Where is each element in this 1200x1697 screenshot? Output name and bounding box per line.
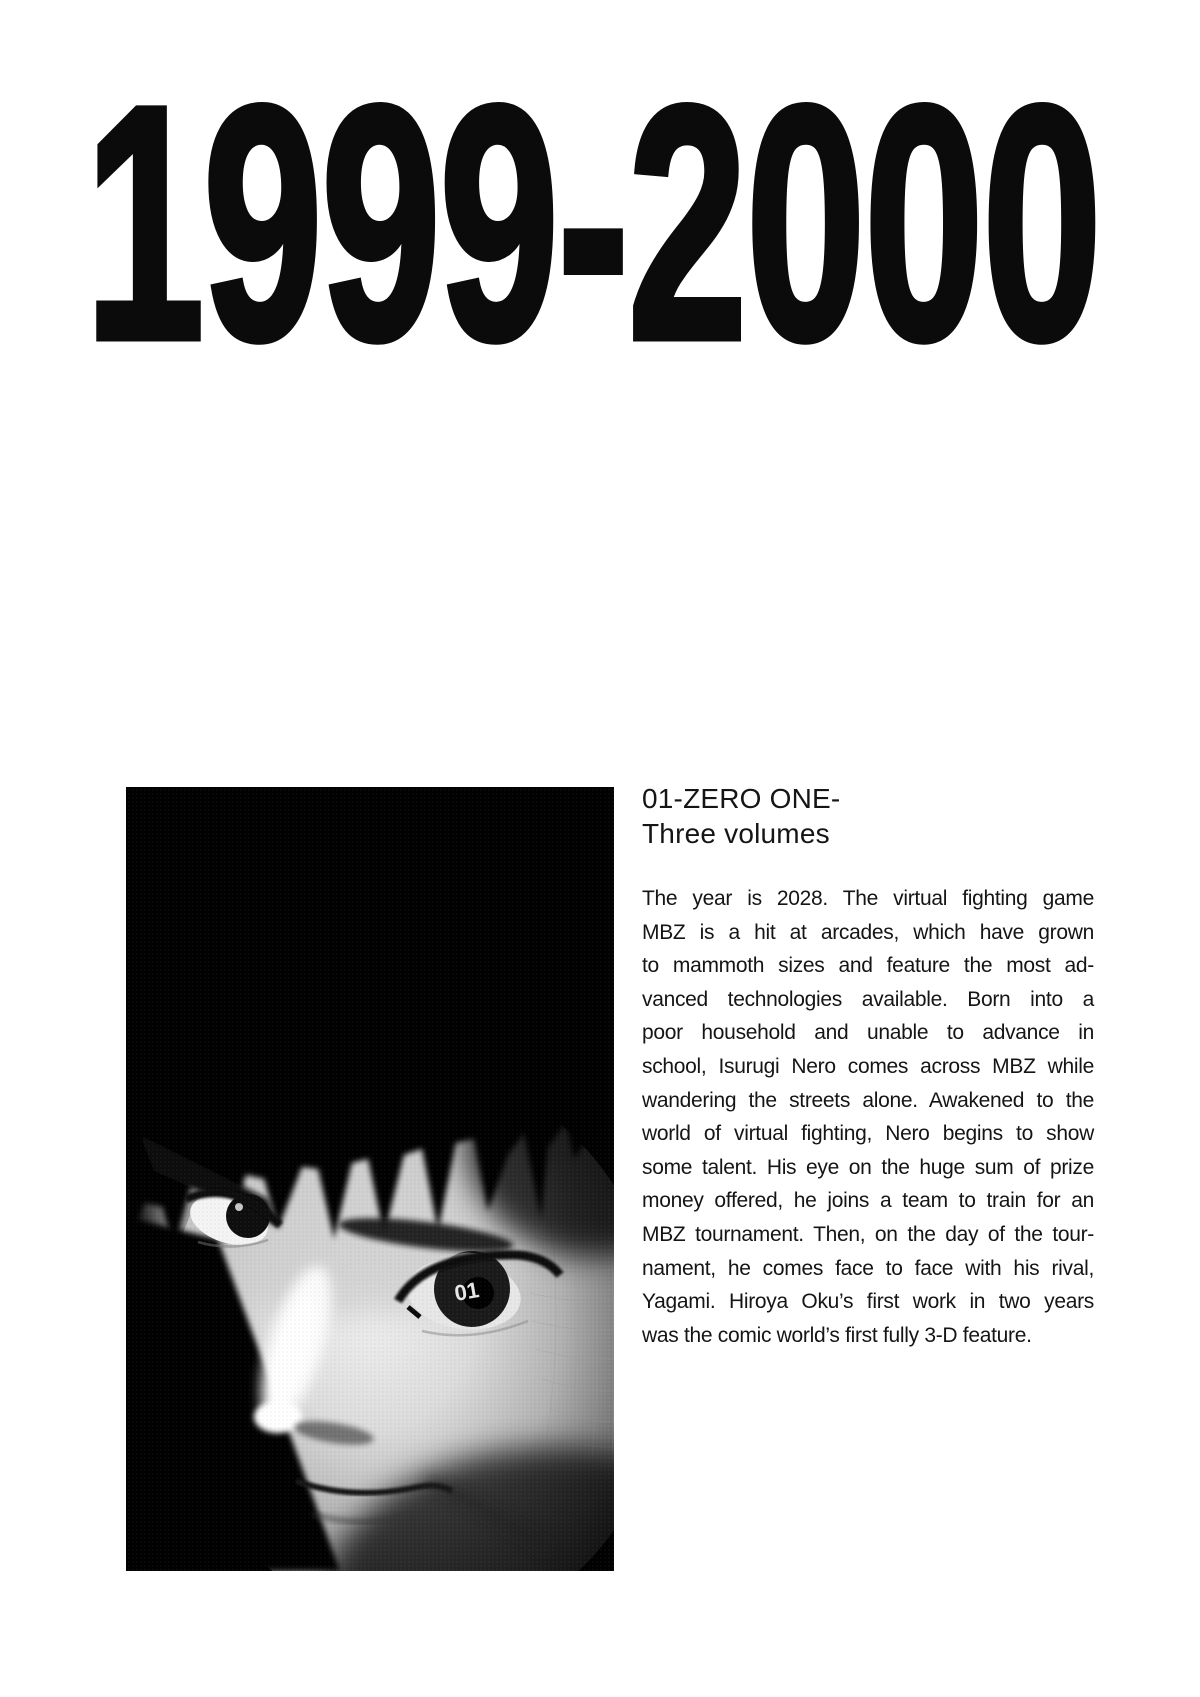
body-line: money offered, he joins a team to train for an xyxy=(642,1189,1094,1213)
article-volumes: Three volumes xyxy=(642,817,830,849)
body-line: MBZ tournament. Then, on the day of the tour- xyxy=(642,1222,1094,1246)
body-line: The year is 2028. The virtual fighting game xyxy=(642,887,1094,910)
article-title: 01-ZERO ONE- xyxy=(642,783,841,814)
body-line: Yagami. Hiroya Oku’s first work in two years xyxy=(642,1290,1094,1314)
portrait-photo xyxy=(126,787,614,1571)
body-line: world of virtual fighting, Nero begins to show xyxy=(642,1122,1094,1146)
eye-reflection-01: 01 xyxy=(452,1277,481,1306)
body-line: to mammoth sizes and feature the most ad- xyxy=(642,954,1094,978)
body-line: vanced technologies available. Born into a xyxy=(642,987,1094,1011)
body-line: nament, he comes face to face with his rival, xyxy=(642,1256,1094,1280)
halftone-texture xyxy=(126,787,614,1571)
portrait-photo-art xyxy=(126,787,614,1571)
article-header xyxy=(642,782,1094,851)
page-title: 1999-2000 xyxy=(85,37,1101,409)
body-line: school, Isurugi Nero comes across MBZ while xyxy=(642,1054,1094,1078)
body-line: wandering the streets alone. Awakened to the xyxy=(642,1088,1094,1112)
body-line: poor household and unable to advance in xyxy=(642,1021,1094,1045)
body-line: was the comic world’s first fully 3-D feature. xyxy=(642,1323,1032,1347)
body-line: some talent. His eye on the huge sum of prize xyxy=(642,1155,1094,1179)
article-body xyxy=(642,882,1094,1352)
body-line: MBZ is a hit at arcades, which have grown xyxy=(642,920,1094,944)
